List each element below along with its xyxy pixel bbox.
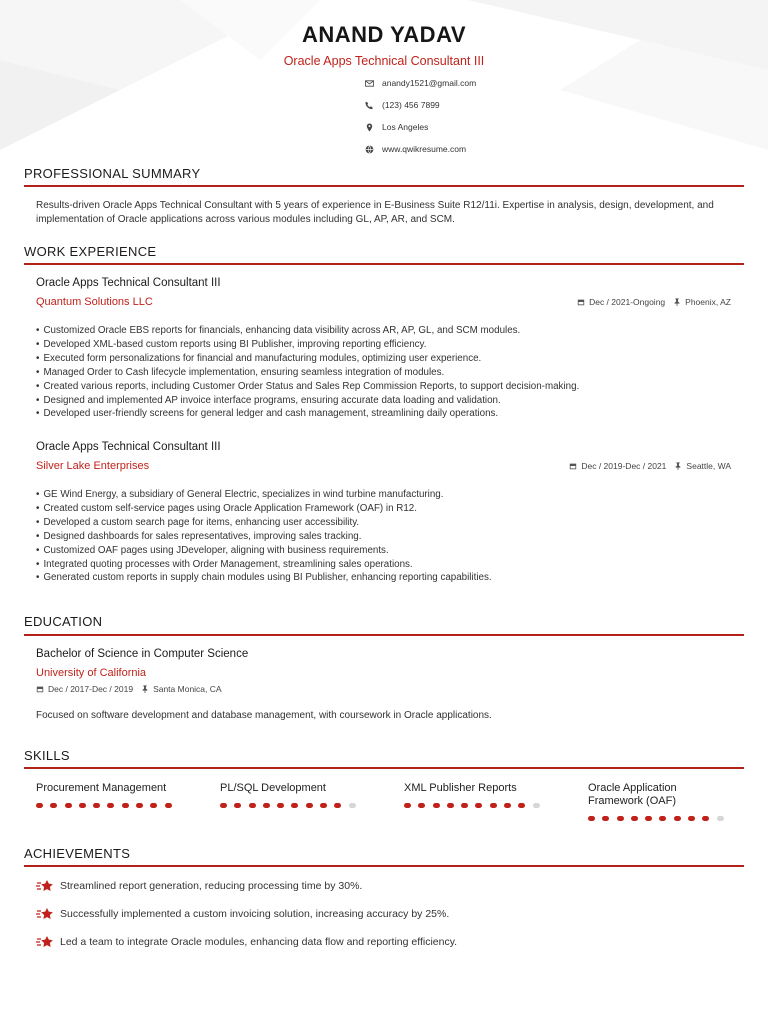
job-dates: Dec / 2021-Ongoing	[589, 297, 666, 307]
list-item: • Designed dashboards for sales representatives, improving sales tracking.	[36, 530, 736, 544]
rating-dot-filled	[291, 803, 298, 808]
list-item: • Developed a custom search page for items, enhancing user accessibility.	[36, 516, 736, 530]
list-item: • GE Wind Energy, a subsidiary of General Electric, specializes in wind turbine manufacturing.	[36, 488, 736, 502]
job-company: Quantum Solutions LLC	[36, 296, 153, 308]
rating-dot-filled	[602, 816, 609, 821]
candidate-name: ANAND YADAV	[301, 22, 466, 47]
rating-dot-filled	[433, 803, 440, 808]
job-dates: Dec / 2019-Dec / 2021	[581, 461, 667, 471]
job-bullet-list	[36, 324, 736, 421]
rating-dot-filled	[306, 803, 313, 808]
education-dates: Dec / 2017-Dec / 2019	[48, 684, 134, 694]
rating-dot-filled	[136, 803, 143, 808]
calendar-icon	[577, 298, 585, 306]
rating-dot-filled	[404, 803, 411, 808]
rating-dot-filled	[249, 803, 256, 808]
rating-dot-filled	[79, 803, 86, 808]
job-location: Seattle, WA	[686, 461, 731, 471]
list-item: • Created custom self-service pages using Oracle Application Framework (OAF) in R12.	[36, 502, 736, 516]
rating-dot-filled	[418, 803, 425, 808]
pushpin-icon	[141, 685, 149, 693]
rating-dot-empty	[717, 816, 724, 821]
education-school: University of California	[36, 667, 147, 679]
job-title: Oracle Apps Technical Consultant III	[36, 441, 221, 453]
list-item: • Created various reports, including Customer Order Status and Sales Rep Commission Reports, to support decision-making.	[36, 380, 736, 394]
contact-phone-text: (123) 456 7899	[382, 100, 440, 110]
achievements-divider	[24, 865, 744, 867]
list-item: • Generated custom reports in supply chain modules using BI Publisher, enhancing reporting capabilities.	[36, 571, 736, 585]
rating-dot-filled	[234, 803, 241, 808]
contact-website-text: www.qwikresume.com	[382, 144, 467, 154]
skill-rating	[588, 816, 733, 821]
rating-dot-filled	[220, 803, 227, 808]
education-degree: Bachelor of Science in Computer Science	[36, 648, 249, 660]
contact-location-text: Los Angeles	[382, 122, 429, 132]
job-location: Phoenix, AZ	[685, 297, 731, 307]
rating-dot-filled	[518, 803, 525, 808]
list-item: • Developed XML-based custom reports using BI Publisher, improving reporting efficiency.	[36, 338, 736, 352]
rating-dot-filled	[65, 803, 72, 808]
job-title: Oracle Apps Technical Consultant III	[36, 277, 221, 289]
contact-email[interactable]	[362, 72, 622, 94]
education-location: Santa Monica, CA	[153, 684, 222, 694]
achievement-text: Led a team to integrate Oracle modules, enhancing data flow and reporting efficiency.	[60, 936, 458, 948]
rating-dot-filled	[447, 803, 454, 808]
contact-list	[362, 72, 622, 160]
skill-item	[36, 782, 186, 808]
job-meta	[569, 461, 731, 471]
rating-dot-filled	[150, 803, 157, 808]
award-star-icon	[36, 935, 54, 949]
achievement-text: Successfully implemented a custom invoicing solution, increasing accuracy by 25%.	[60, 908, 450, 920]
email-icon	[362, 79, 376, 88]
award-star-icon	[36, 907, 54, 921]
experience-divider	[24, 263, 744, 265]
rating-dot-filled	[674, 816, 681, 821]
skill-name: XML Publisher Reports	[404, 782, 517, 794]
achievements-section-title: ACHIEVEMENTS	[24, 846, 131, 861]
phone-icon	[362, 101, 376, 110]
skills-divider	[24, 767, 744, 769]
skill-rating	[404, 803, 554, 808]
achievement-item	[36, 935, 457, 949]
education-divider	[24, 634, 744, 636]
rating-dot-empty	[533, 803, 540, 808]
skill-name: Oracle Application Framework (OAF)	[588, 782, 677, 807]
resume-header	[0, 22, 768, 68]
skills-section-title: SKILLS	[24, 748, 70, 763]
skill-name: PL/SQL Development	[220, 782, 326, 794]
job-bullet-list	[36, 488, 736, 585]
rating-dot-filled	[107, 803, 114, 808]
job-company: Silver Lake Enterprises	[36, 460, 150, 472]
contact-email-text: anandy1521@gmail.com	[382, 78, 477, 88]
rating-dot-filled	[165, 803, 172, 808]
experience-section-title: WORK EXPERIENCE	[24, 244, 157, 259]
location-pin-icon	[362, 123, 376, 132]
contact-location	[362, 116, 622, 138]
rating-dot-filled	[320, 803, 327, 808]
rating-dot-filled	[93, 803, 100, 808]
rating-dot-filled	[334, 803, 341, 808]
contact-phone[interactable]	[362, 94, 622, 116]
pushpin-icon	[673, 298, 681, 306]
award-star-icon	[36, 879, 54, 893]
education-meta	[36, 684, 222, 694]
rating-dot-filled	[702, 816, 709, 821]
education-section-title: EDUCATION	[24, 614, 103, 629]
skill-rating	[36, 803, 186, 808]
summary-divider	[24, 185, 744, 187]
rating-dot-filled	[490, 803, 497, 808]
list-item: • Customized Oracle EBS reports for financials, enhancing data visibility across AR, AP, GL, and SCM modules.	[36, 324, 736, 338]
rating-dot-filled	[50, 803, 57, 808]
calendar-icon	[569, 462, 577, 470]
rating-dot-filled	[588, 816, 595, 821]
rating-dot-filled	[688, 816, 695, 821]
achievement-item	[36, 879, 362, 893]
summary-section-title: PROFESSIONAL SUMMARY	[24, 166, 201, 181]
list-item: • Customized OAF pages using JDeveloper, aligning with business requirements.	[36, 544, 736, 558]
pushpin-icon	[674, 462, 682, 470]
rating-dot-filled	[617, 816, 624, 821]
rating-dot-empty	[349, 803, 356, 808]
skill-name: Procurement Management	[36, 782, 167, 794]
skill-item	[588, 782, 733, 821]
rating-dot-filled	[36, 803, 43, 808]
skill-rating	[220, 803, 370, 808]
list-item: • Designed and implemented AP invoice interface programs, ensuring accurate data loading and validation.	[36, 394, 736, 408]
skill-item	[404, 782, 554, 808]
job-meta	[577, 297, 731, 307]
rating-dot-filled	[122, 803, 129, 808]
list-item: • Executed form personalizations for financial and manufacturing modules, optimizing user experience.	[36, 352, 736, 366]
achievement-text: Streamlined report generation, reducing processing time by 30%.	[60, 880, 363, 892]
rating-dot-filled	[263, 803, 270, 808]
list-item: • Integrated quoting processes with Order Management, streamlining sales operations.	[36, 558, 736, 572]
summary-text: Results-driven Oracle Apps Technical Consultant with 5 years of experience in E-Business Suite R12/11i. Expertise in analysis, design, development, and implementation of Oracle applications across various modules including GL, AP, AR, and SCM.	[36, 200, 714, 225]
rating-dot-filled	[475, 803, 482, 808]
rating-dot-filled	[277, 803, 284, 808]
rating-dot-filled	[631, 816, 638, 821]
education-description: Focused on software development and database management, with coursework in Oracle applications.	[36, 710, 492, 721]
candidate-role: Oracle Apps Technical Consultant III	[283, 54, 485, 68]
list-item: • Developed user-friendly screens for general ledger and cash management, streamlining daily operations.	[36, 407, 736, 421]
skill-item	[220, 782, 370, 808]
rating-dot-filled	[645, 816, 652, 821]
contact-website[interactable]	[362, 138, 622, 160]
calendar-icon	[36, 685, 44, 693]
rating-dot-filled	[504, 803, 511, 808]
rating-dot-filled	[461, 803, 468, 808]
achievement-item	[36, 907, 449, 921]
list-item: • Managed Order to Cash lifecycle implementation, ensuring seamless integration of modules.	[36, 366, 736, 380]
rating-dot-filled	[659, 816, 666, 821]
globe-icon	[362, 145, 376, 154]
